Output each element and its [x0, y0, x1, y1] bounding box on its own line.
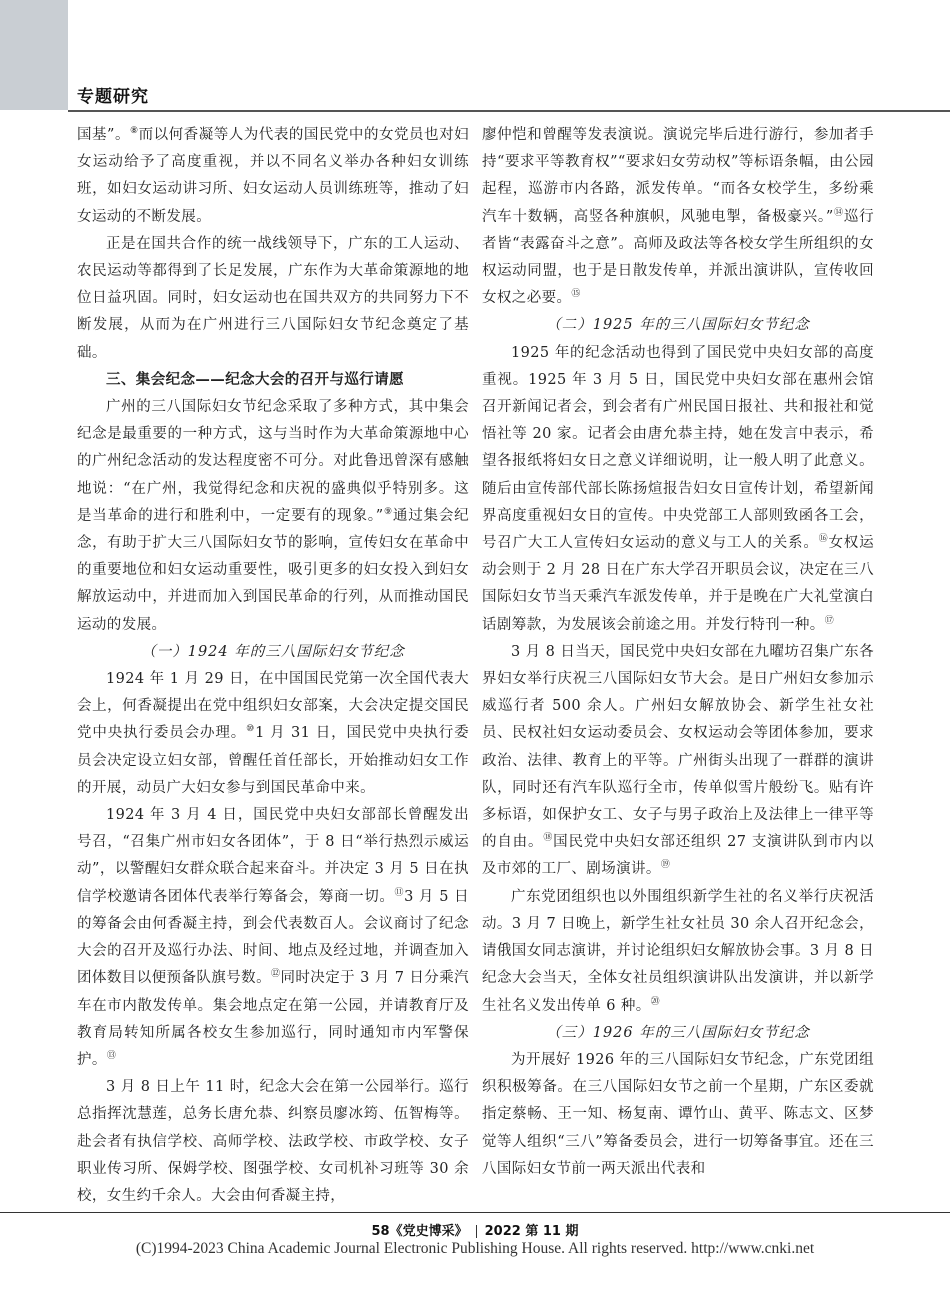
footnote-marker[interactable]: ⑳: [650, 996, 661, 1007]
footnote-marker[interactable]: ⑲: [660, 860, 671, 871]
subsection-heading: （一）1924 年的三八国际妇女节纪念: [141, 643, 405, 660]
footer-rule: [0, 1212, 950, 1213]
paragraph: 廖仲恺和曾醒等发表演说。演说完毕后进行游行，参加者手持“要求平等教育权”“要求妇女劳动权”等标语条幅，由公园起程，巡游市内各路，派发传单。“而各女校学生，多纷乘汽车十数辆，高竖各种旗帜，风驰电掣，备极豪兴。”⑭巡行者皆“表露奋斗之意”。高师及政法等各校女学生所组织的女权运动同盟，也于是日散发传单，并派出演讲队，宣传收回女权之必要。⑮: [482, 127, 874, 307]
footnote-marker[interactable]: ⑧: [130, 126, 139, 137]
paragraph: 广州的三八国际妇女节纪念采取了多种方式，其中集会纪念是最重要的一种方式，这与当时作为大革命策源地中心的广州纪念活动的发达程度密不可分。对此鲁迅曾深有感触地说：“在广州，我觉得纪念和庆祝的盛典似乎特别多。这是当革命的进行和胜利中，一定要有的现象。”⑨通过集会纪念，有助于扩大三八国际妇女节的影响，宣传妇女在革命中的重要地位和妇女运动重要性，吸引更多的妇女投入到妇女解放运动中，并进而加入到国民革命的行列，从而推动国民运动的发展。: [77, 399, 470, 633]
footnote-marker[interactable]: ⑨: [383, 507, 393, 518]
footnote-marker[interactable]: ⑭: [833, 207, 844, 218]
footnote-marker[interactable]: ⑰: [824, 615, 835, 626]
paragraph: 国基”。⑧而以何香凝等人为代表的国民党中的女党员也对妇女运动给予了高度重视，并以不同名义举办各种妇女训练班，如妇女运动讲习所、妇女运动人员训练班等，推动了妇女运动的不断发展。: [77, 126, 469, 225]
paragraph: 1924 年 1 月 29 日，在中国国民党第一次全国代表大会上，何香凝提出在党中组织妇女部案，大会决定提交国民党中央执行委员会办理。⑩1 月 31 日，国民党中央执行委员会决定设立妇女部，曾醒任首任部长，开始推动妇女工作的开展，动员广大妇女参与到国民革命中来。: [77, 671, 470, 796]
footnote-marker[interactable]: ⑮: [571, 289, 581, 300]
subsection-heading: （二）1925 年的三八国际妇女节纪念: [546, 317, 810, 334]
issue-label: 2022 第 11 期: [484, 1224, 579, 1239]
footnote-marker[interactable]: ⑱: [543, 833, 554, 844]
header-decoration: [0, 0, 68, 110]
right-column: [482, 122, 874, 1183]
paragraph: 正是在国共合作的统一战线领导下，广东的工人运动、农民运动等都得到了长足发展，广东作为大革命策源地的地位日益巩固。同时，妇女运动也在国共双方的共同努力下不断发展，从而为在广州进行三八国际妇女节纪念奠定了基础。: [77, 235, 469, 361]
paragraph: 1924 年 3 月 4 日，国民党中央妇女部部长曾醒发出号召，“召集广州市妇女各团体”，于 8 日“举行热烈示威运动”，以警醒妇女群众联合起来奋斗。并决定 3 月 5 日在执信学校邀请各团体代表举行筹备会，筹商一切。⑪3 月 5 日的筹备会由何香凝主持，到会代表数百人。会议商讨了纪念大会的召开及巡行办法、时间、地点及经过地，并调查加入团体数目以便预备队旗号数。⑫同时决定于 3 月 7 日分乘汽车在市内散发传单。集会地点定在第一公园，并请教育厅及教育局转知所属各校女生参加巡行，同时通知市内军警保护。⑬: [77, 807, 470, 1068]
copyright-watermark: (C)1994-2023 China Academic Journal Electronic Publishing House. All rights reserved. http://www.cnki.net: [135, 1240, 815, 1257]
page-footer: [0, 1220, 950, 1239]
paragraph: 3 月 8 日上午 11 时，纪念大会在第一公园举行。巡行总指挥沈慧莲，总务长唐允恭、纠察员廖冰筠、伍智梅等。赴会者有执信学校、高师学校、法政学校、市政学校、女子职业传习所、保姆学校、图强学校、女司机补习班等 30 余校，女生约千余人。大会由何香凝主持，: [77, 1079, 469, 1204]
left-column: [77, 122, 469, 1210]
header-rule: [68, 110, 950, 112]
footnote-marker[interactable]: ⑩: [246, 724, 256, 735]
paragraph: 1925 年的纪念活动也得到了国民党中央妇女部的高度重视。1925 年 3 月 5 日，国民党中央妇女部在惠州会馆召开新闻记者会，到会者有广州民国日报社、共和报社和觉悟社等 20 家。记者会由唐允恭主持，她在发言中表示，希望各报纸将妇女日之意义详细说明，让一般人明了此意义。随后由宣传部代部长陈扬煊报告妇女日宣传计划，希望新闻界高度重视妇女日的宣传。中央党部工人部则致函各工会，号召广大工人宣传妇女运动的意义与工人的关系。⑯女权运动会则于 2 月 28 日在广东大学召开职员会议，决定在三八国际妇女节当天乘汽车派发传单，并于是晚在广大礼堂演白话剧筹款，为发展该会前途之用。并发行特刊一种。⑰: [482, 344, 874, 633]
footer-divider: [476, 1225, 477, 1238]
subsection-heading: （三）1926 年的三八国际妇女节纪念: [546, 1024, 810, 1041]
footnote-marker[interactable]: ⑬: [106, 1051, 117, 1062]
section-label: 专题研究: [77, 87, 149, 107]
footnote-marker[interactable]: ⑫: [271, 969, 281, 980]
paragraph: 3 月 8 日当天，国民党中央妇女部在九曜坊召集广东各界妇女举行庆祝三八国际妇女节大会。是日广州妇女参加示威巡行者 500 余人。广州妇女解放协会、新学生社女社员、民权社妇女运动委员会、女权运动会等团体参加，要求政治、法律、教育上的平等。广州街头出现了一群群的演讲队，同时还有汽车队巡行全市，传单似雪片般纷飞。贴有许多标语，如保护女工、女子与男子政治上及法律上一律平等的自由。⑱国民党中央妇女部还组织 27 支演讲队到市内以及市郊的工厂、剧场演讲。⑲: [482, 643, 874, 878]
footnote-marker[interactable]: ⑯: [818, 534, 829, 545]
section-heading: 三、集会纪念——纪念大会的召开与巡行请愿: [106, 371, 404, 388]
page-number-journal: 58《党史博采》: [371, 1224, 468, 1239]
paragraph: 为开展好 1926 年的三八国际妇女节纪念，广东党团组织积极筹备。在三八国际妇女节之前一个星期，广东区委就指定蔡畅、王一知、杨复南、谭竹山、黄平、陈志文、区梦觉等人组织“三八”筹备委员会，进行一切筹备事宜。还在三八国际妇女节前一两天派出代表和: [482, 1051, 874, 1177]
paragraph: 广东党团组织也以外围组织新学生社的名义举行庆祝活动。3 月 7 日晚上，新学生社女社员 30 余人召开纪念会，请俄国女同志演讲，并讨论组织妇女解放协会事。3 月 8 日纪念大会当天，全体女社员组织演讲队出发演讲，并以新学生社名义发出传单 6 种。⑳: [482, 888, 874, 1014]
footnote-marker[interactable]: ⑪: [394, 887, 405, 898]
